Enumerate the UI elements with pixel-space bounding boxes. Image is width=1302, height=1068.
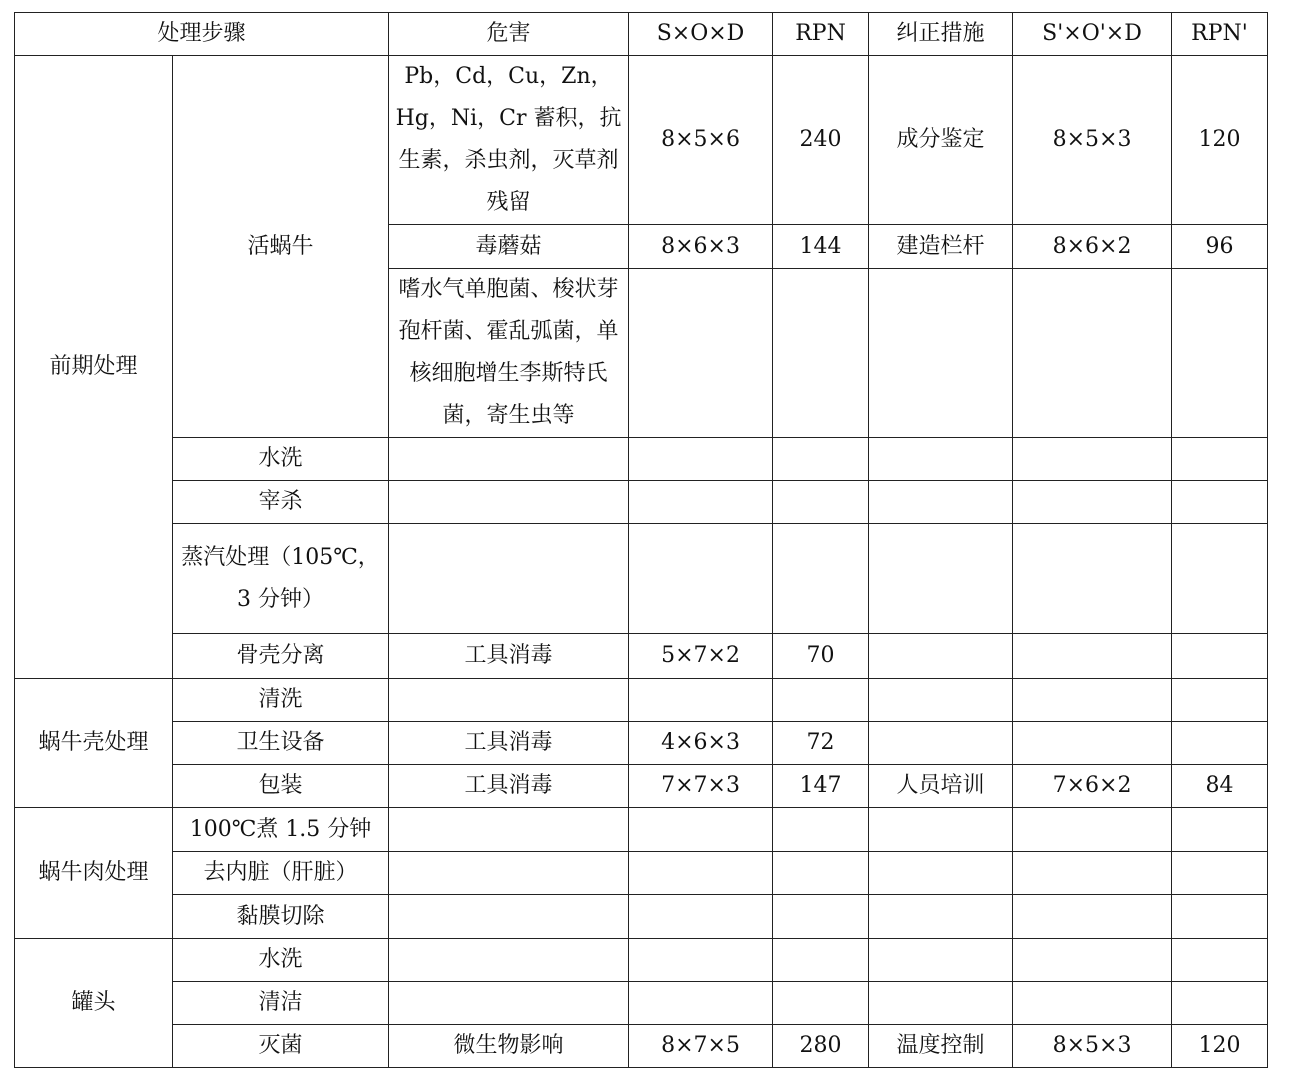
- group-label-pretreatment: 前期处理: [15, 56, 173, 679]
- sod2-cell: 8×6×2: [1013, 225, 1172, 269]
- empty-cell: [1013, 524, 1172, 634]
- empty-cell: [1172, 808, 1268, 852]
- empty-cell: [629, 524, 773, 634]
- empty-cell: [1172, 939, 1268, 982]
- rpn2-cell: 120: [1172, 56, 1268, 225]
- empty-cell: [629, 939, 773, 982]
- empty-cell: [773, 481, 869, 524]
- table-row: [15, 852, 1268, 895]
- empty-cell: [1172, 852, 1268, 895]
- empty-cell: [773, 939, 869, 982]
- empty-cell: [869, 722, 1013, 765]
- empty-cell: [869, 982, 1013, 1025]
- header-action: 纠正措施: [869, 13, 1013, 56]
- empty-cell: [629, 895, 773, 939]
- group-label-can: 罐头: [15, 939, 173, 1068]
- action-cell: 人员培训: [869, 765, 1013, 808]
- step-slaughter: 宰杀: [173, 481, 389, 524]
- empty-cell: [869, 634, 1013, 679]
- rpn-cell: 70: [773, 634, 869, 679]
- header-hazard: 危害: [389, 13, 629, 56]
- action-cell: 温度控制: [869, 1025, 1013, 1068]
- empty-cell: [869, 481, 1013, 524]
- header-step: 处理步骤: [15, 13, 389, 56]
- empty-cell: [1172, 679, 1268, 722]
- empty-cell: [1013, 438, 1172, 481]
- empty-cell: [1172, 438, 1268, 481]
- empty-cell: [1013, 679, 1172, 722]
- hazard-cell: 工具消毒: [389, 765, 629, 808]
- empty-cell: [869, 438, 1013, 481]
- rpn2-cell: 120: [1172, 1025, 1268, 1068]
- group-label-meat: 蜗牛肉处理: [15, 808, 173, 939]
- step-live-snail: 活蜗牛: [173, 56, 389, 438]
- sod-cell: 8×7×5: [629, 1025, 773, 1068]
- header-sod: S×O×D: [629, 13, 773, 56]
- table-row: [15, 438, 1268, 481]
- header-rpn2: RPN': [1172, 13, 1268, 56]
- sod-cell: 8×5×6: [629, 56, 773, 225]
- table-row: [15, 939, 1268, 982]
- rpn-cell: 147: [773, 765, 869, 808]
- hazard-cell: 嗜水气单胞菌、梭状芽孢杆菌、霍乱弧菌，单核细胞增生李斯特氏菌，寄生虫等: [389, 269, 629, 438]
- empty-cell: [1172, 895, 1268, 939]
- empty-cell: [869, 808, 1013, 852]
- step-gut: 去内脏（肝脏）: [173, 852, 389, 895]
- table-row: [15, 1025, 1268, 1068]
- hazard-cell: 毒蘑菇: [389, 225, 629, 269]
- empty-cell: [629, 679, 773, 722]
- empty-cell: [1172, 634, 1268, 679]
- empty-cell: [869, 524, 1013, 634]
- table-row: [15, 524, 1268, 634]
- empty-cell: [1172, 524, 1268, 634]
- rpn-cell: 240: [773, 56, 869, 225]
- sod2-cell: 8×5×3: [1013, 56, 1172, 225]
- step-pack: 包装: [173, 765, 389, 808]
- empty-cell: [773, 808, 869, 852]
- sod2-cell: 7×6×2: [1013, 765, 1172, 808]
- table-row: [15, 895, 1268, 939]
- empty-cell: [1013, 895, 1172, 939]
- action-cell: 成分鉴定: [869, 56, 1013, 225]
- step-wash: 水洗: [173, 939, 389, 982]
- empty-cell: [773, 524, 869, 634]
- step-mucosa: 黏膜切除: [173, 895, 389, 939]
- step-clean: 清洁: [173, 982, 389, 1025]
- table-row: [15, 982, 1268, 1025]
- step-sanitary: 卫生设备: [173, 722, 389, 765]
- fmea-table-container: [14, 12, 1268, 1068]
- sod-cell: [629, 269, 773, 438]
- table-row: [15, 634, 1268, 679]
- header-sod2: S'×O'×D: [1013, 13, 1172, 56]
- empty-cell: [1013, 481, 1172, 524]
- step-sterile: 灭菌: [173, 1025, 389, 1068]
- table-row: [15, 679, 1268, 722]
- empty-cell: [1172, 722, 1268, 765]
- empty-cell: [389, 679, 629, 722]
- empty-cell: [389, 524, 629, 634]
- empty-cell: [389, 481, 629, 524]
- empty-cell: [1013, 634, 1172, 679]
- empty-cell: [869, 895, 1013, 939]
- step-bone-separation: 骨壳分离: [173, 634, 389, 679]
- hazard-cell: Pb，Cd，Cu，Zn，Hg，Ni，Cr 蓄积，抗生素，杀虫剂，灭草剂残留: [389, 56, 629, 225]
- hazard-cell: 微生物影响: [389, 1025, 629, 1068]
- empty-cell: [1172, 982, 1268, 1025]
- header-row: [15, 13, 1268, 56]
- rpn2-cell: [1172, 269, 1268, 438]
- empty-cell: [1172, 481, 1268, 524]
- empty-cell: [389, 808, 629, 852]
- header-rpn: RPN: [773, 13, 869, 56]
- empty-cell: [629, 808, 773, 852]
- fmea-table: [14, 12, 1268, 1068]
- rpn-cell: [773, 269, 869, 438]
- sod-cell: 4×6×3: [629, 722, 773, 765]
- empty-cell: [773, 438, 869, 481]
- empty-cell: [773, 895, 869, 939]
- sod-cell: 7×7×3: [629, 765, 773, 808]
- sod2-cell: 8×5×3: [1013, 1025, 1172, 1068]
- table-row: [15, 765, 1268, 808]
- empty-cell: [1013, 852, 1172, 895]
- group-label-shell: 蜗牛壳处理: [15, 679, 173, 808]
- empty-cell: [1013, 722, 1172, 765]
- empty-cell: [773, 852, 869, 895]
- empty-cell: [629, 481, 773, 524]
- step-boil: 100℃煮 1.5 分钟: [173, 808, 389, 852]
- empty-cell: [629, 438, 773, 481]
- step-steam: 蒸汽处理（105℃，3 分钟）: [173, 524, 389, 634]
- action-cell: 建造栏杆: [869, 225, 1013, 269]
- empty-cell: [869, 679, 1013, 722]
- empty-cell: [389, 438, 629, 481]
- empty-cell: [773, 679, 869, 722]
- empty-cell: [1013, 939, 1172, 982]
- sod-cell: 8×6×3: [629, 225, 773, 269]
- empty-cell: [389, 895, 629, 939]
- empty-cell: [869, 939, 1013, 982]
- empty-cell: [389, 939, 629, 982]
- empty-cell: [1013, 982, 1172, 1025]
- table-row: [15, 481, 1268, 524]
- table-row: [15, 56, 1268, 225]
- step-clean: 清洗: [173, 679, 389, 722]
- empty-cell: [869, 852, 1013, 895]
- rpn2-cell: 84: [1172, 765, 1268, 808]
- empty-cell: [629, 982, 773, 1025]
- rpn-cell: 72: [773, 722, 869, 765]
- table-row: [15, 808, 1268, 852]
- hazard-cell: 工具消毒: [389, 722, 629, 765]
- table-row: [15, 722, 1268, 765]
- empty-cell: [389, 982, 629, 1025]
- rpn2-cell: 96: [1172, 225, 1268, 269]
- empty-cell: [389, 852, 629, 895]
- hazard-cell: 工具消毒: [389, 634, 629, 679]
- action-cell: [869, 269, 1013, 438]
- sod2-cell: [1013, 269, 1172, 438]
- rpn-cell: 280: [773, 1025, 869, 1068]
- empty-cell: [629, 852, 773, 895]
- rpn-cell: 144: [773, 225, 869, 269]
- sod-cell: 5×7×2: [629, 634, 773, 679]
- empty-cell: [773, 982, 869, 1025]
- step-wash: 水洗: [173, 438, 389, 481]
- empty-cell: [1013, 808, 1172, 852]
